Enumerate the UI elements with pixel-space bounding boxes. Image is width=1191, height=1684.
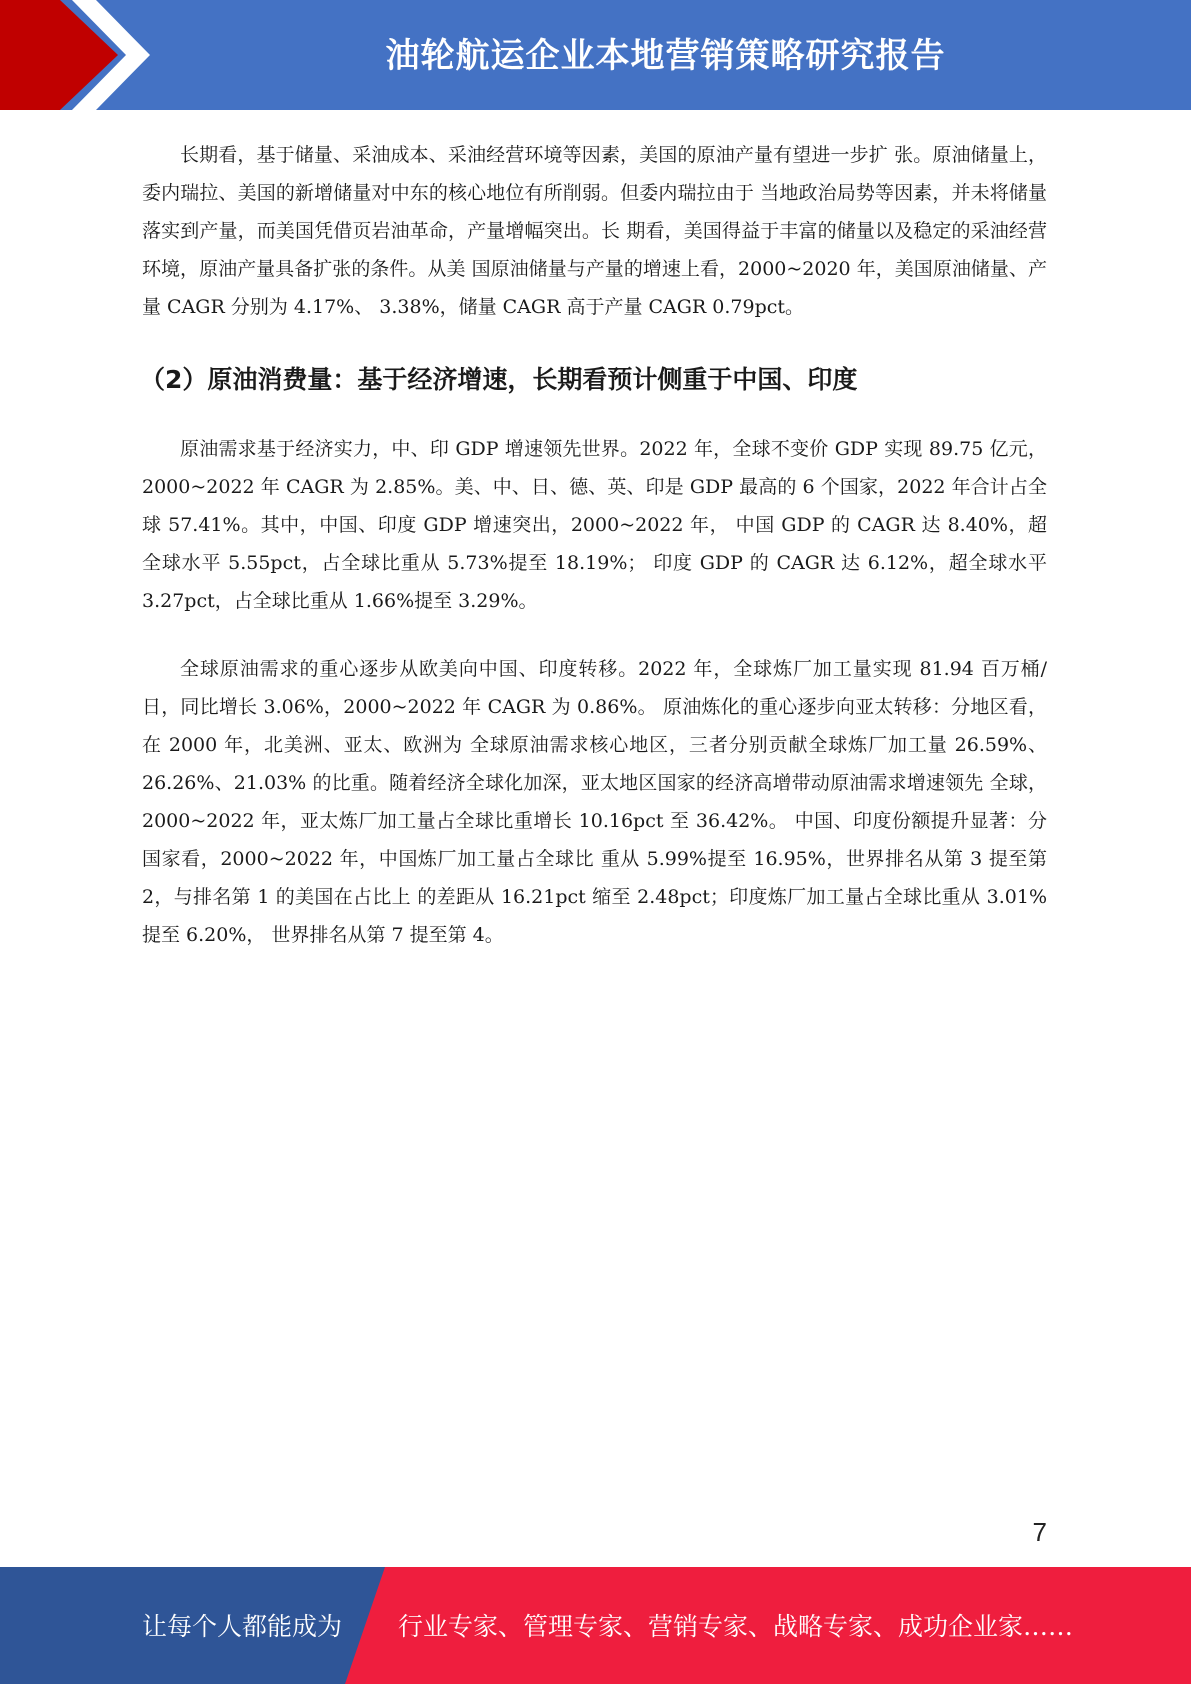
footer-slogan-left: 让每个人都能成为 [142,1612,343,1641]
paragraph-demand-shift: 全球原油需求的重心逐步从欧美向中国、印度转移。2022 年，全球炼厂加工量实现 81.94 百万桶/日，同比增长 3.06%，2000~2022 年 CAGR 为 0.86%。 原油炼化的重心逐步向亚太转移：分地区看，在 2000 年，北美洲、亚太、欧洲为 全球原油需求核心地区，三者分别贡献全球炼厂加工量 26.59%、26.26%、21.03% 的比重。随着经济全球化加深，亚太地区国家的经济高增带动原油需求增速领先 全球，2000~2022 年，亚太炼厂加工量占全球比重增长 10.16pct 至 36.42%。 中国、印度份额提升显著：分国家看，2000~2022 年，中国炼厂加工量占全球比 重从 5.99%提至 16.95%，世界排名从第 3 提至第 2，与排名第 1 的美国在占比上 的差距从 16.21pct 缩至 2.48pct；印度炼厂加工量占全球比重从 3.01%提至 6.20%， 世界排名从第 7 提至第 4。 [142,658,1047,946]
page-number: 7 [1032,1517,1047,1547]
footer-banner [0,1567,1191,1684]
section-heading-crude-consumption: （2）原油消费量：基于经济增速，长期看预计侧重于中国、印度 [140,365,858,394]
header-banner [0,0,1191,110]
footer-slogan-right: 行业专家、管理专家、营销专家、战略专家、成功企业家…… [398,1612,1074,1641]
main-content [142,136,1047,954]
report-title: 油轮航运企业本地营销策略研究报告 [385,36,946,76]
paragraph-us-crude-production: 长期看，基于储量、采油成本、采油经营环境等因素，美国的原油产量有望进一步扩 张。原油储量上，委内瑞拉、美国的新增储量对中东的核心地位有所削弱。但委内瑞拉由于 当地政治局势等因素，并未将储量落实到产量，而美国凭借页岩油革命，产量增幅突出。长 期看，美国得益于丰富的储量以及稳定的采油经营环境，原油产量具备扩张的条件。从美 国原油储量与产量的增速上看，2000~2020 年，美国原油储量、产量 CAGR 分别为 4.17%、 3.38%，储量 CAGR 高于产量 CAGR 0.79pct。 [142,144,1047,318]
paragraph-gdp-growth: 原油需求基于经济实力，中、印 GDP 增速领先世界。2022 年，全球不变价 GDP 实现 89.75 亿元，2000~2022 年 CAGR 为 2.85%。美、中、日、德、英、印是 GDP 最高的 6 个国家，2022 年合计占全球 57.41%。其中，中国、印度 GDP 增速突出，2000~2022 年， 中国 GDP 的 CAGR 达 8.40%，超全球水平 5.55pct，占全球比重从 5.73%提至 18.19%； 印度 GDP 的 CAGR 达 6.12%，超全球水平 3.27pct，占全球比重从 1.66%提至 3.29%。 [142,438,1047,612]
